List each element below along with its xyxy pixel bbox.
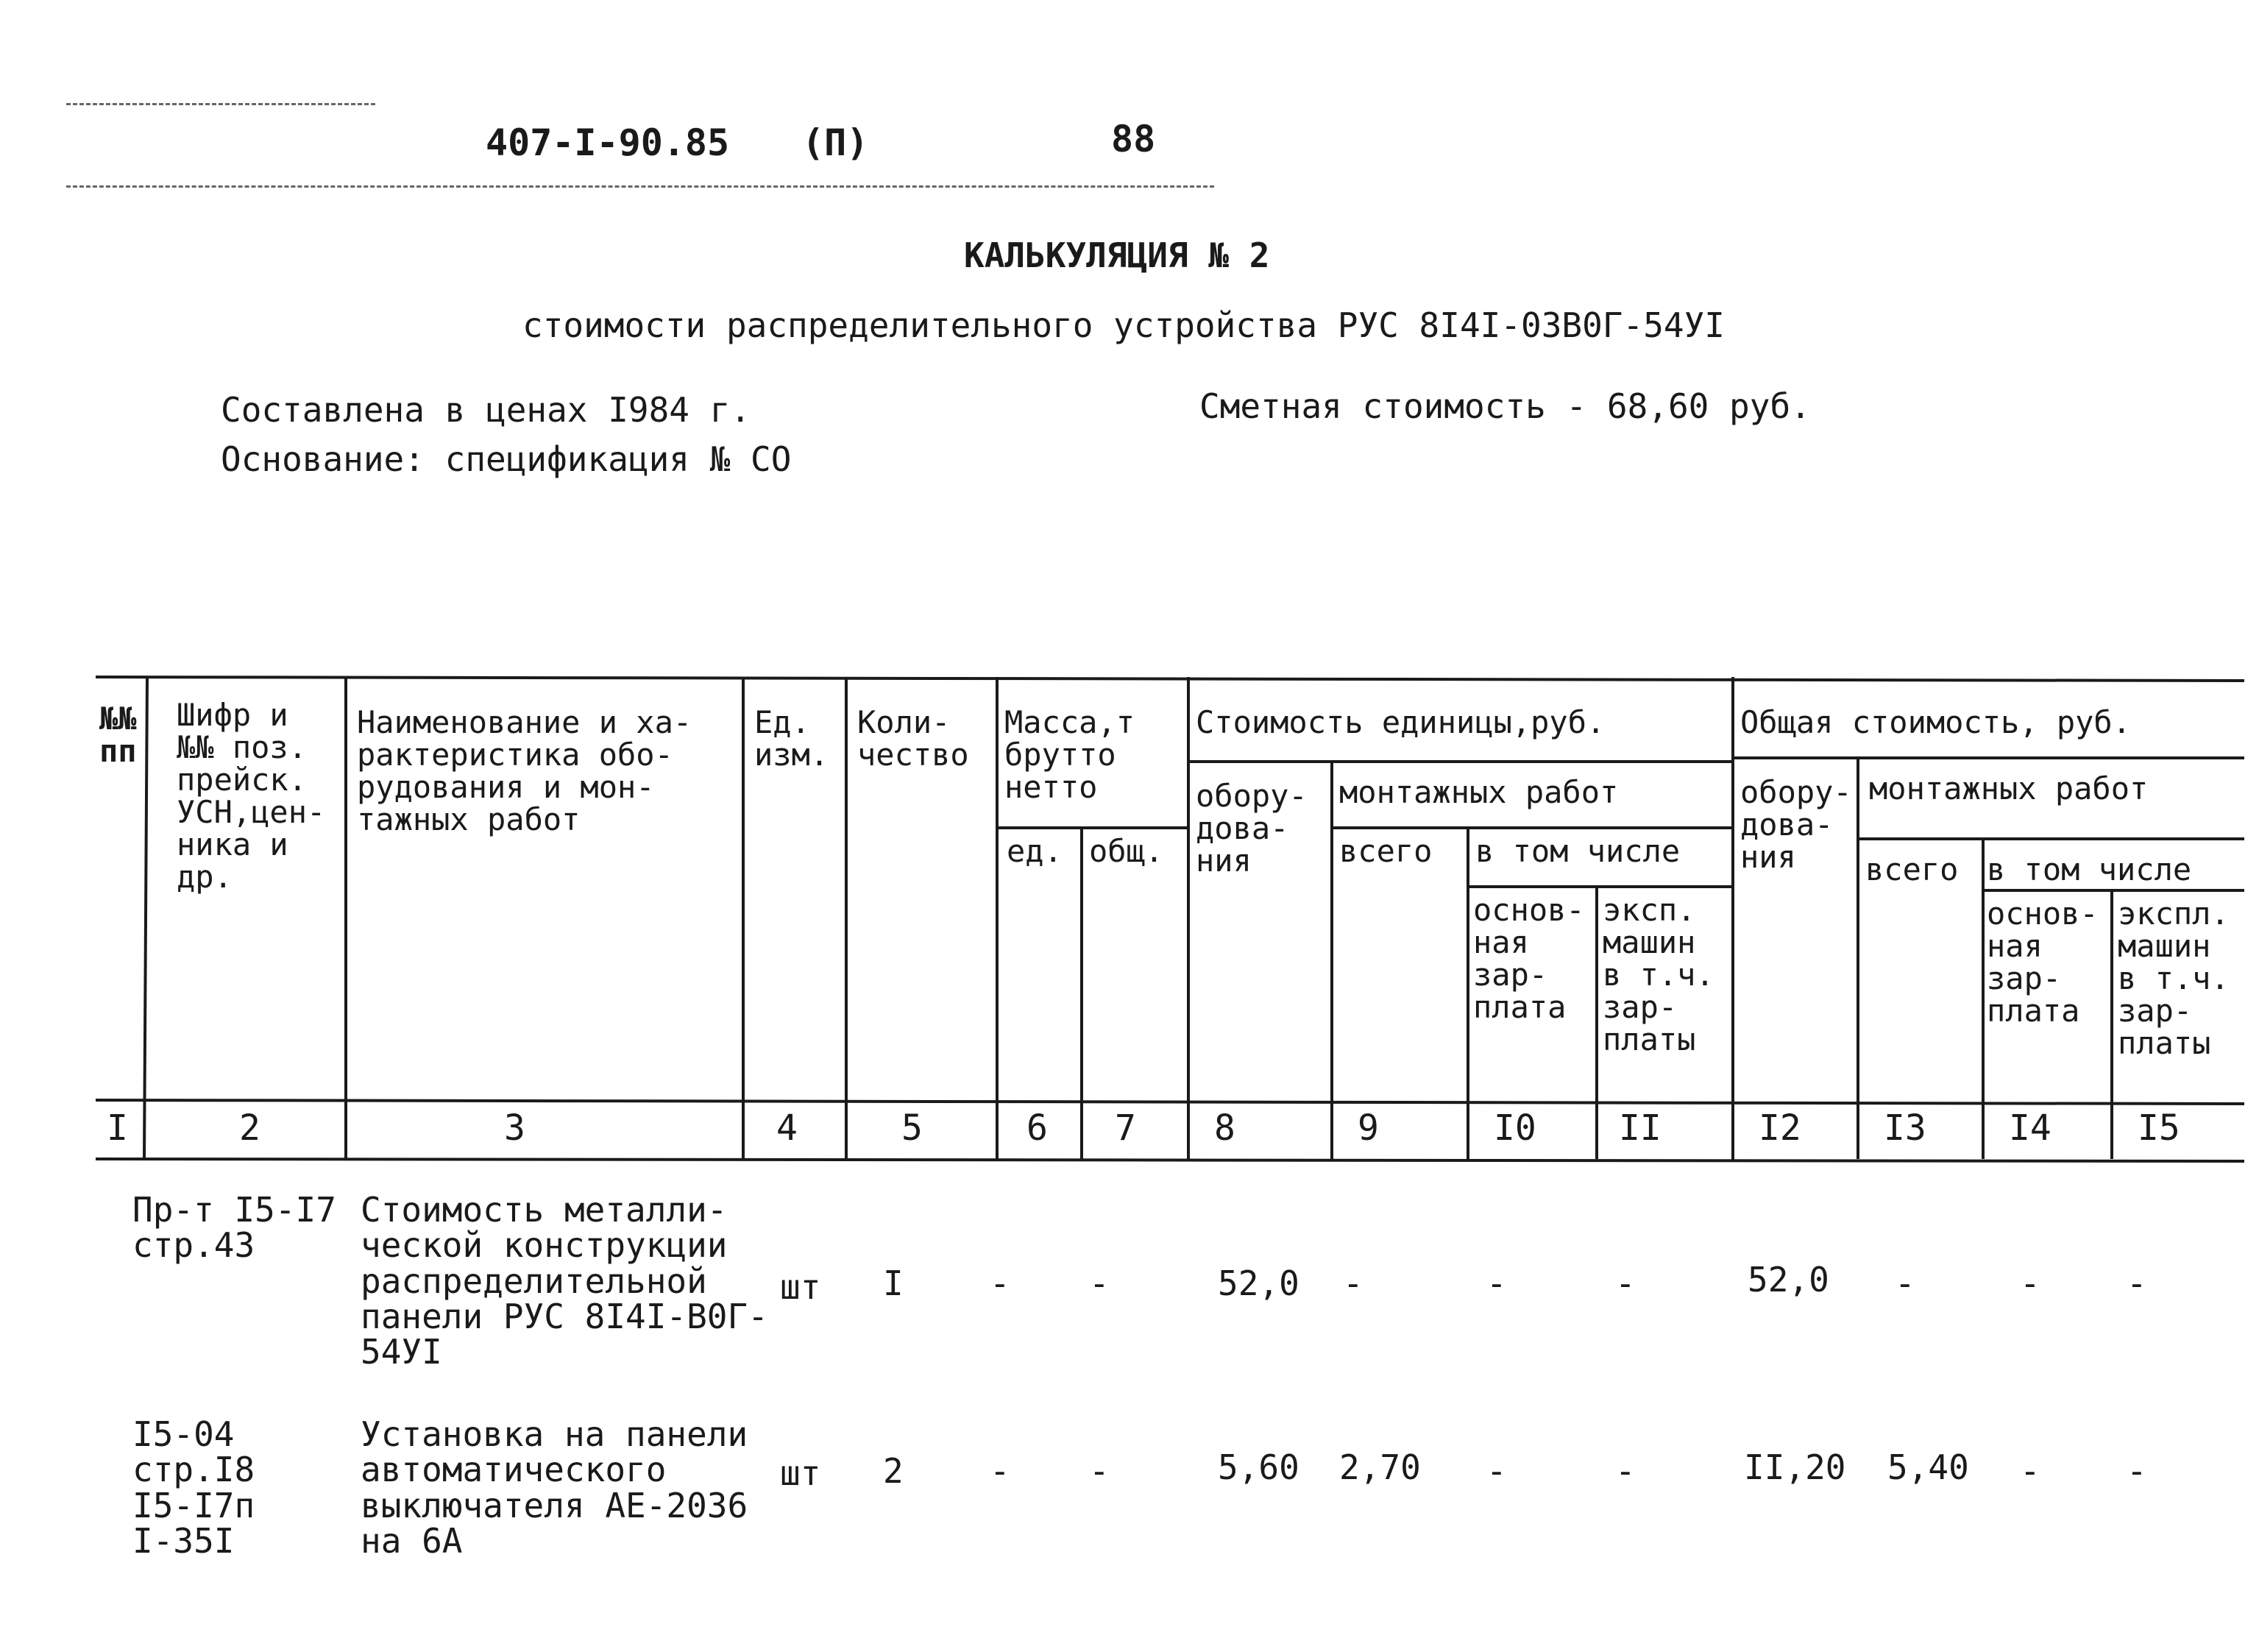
- col-header-install-2: монтажных работ: [1869, 770, 2149, 806]
- row-equip-unit: 52,0: [1218, 1263, 1299, 1303]
- row-wage: -: [1486, 1451, 1507, 1491]
- row-equip-unit: 5,60: [1218, 1447, 1299, 1487]
- row-machines: -: [1615, 1451, 1636, 1491]
- col-header-mass: Масса,т брутто нетто: [1004, 704, 1135, 806]
- row-qty: 2: [883, 1451, 904, 1491]
- row-install-total-2: -: [1895, 1263, 1915, 1303]
- col-number: I: [107, 1107, 128, 1149]
- col-header-including-2: в том числе: [1987, 851, 2192, 887]
- col-number: I2: [1759, 1107, 1801, 1149]
- col-number: I3: [1884, 1107, 1926, 1149]
- col-number: 2: [239, 1107, 260, 1149]
- col-number: I4: [2009, 1107, 2051, 1149]
- prices-note: Составлена в ценах I984 г.: [221, 390, 751, 430]
- col-number: 5: [901, 1107, 923, 1149]
- row-qty: I: [883, 1263, 904, 1303]
- col-header-wage: основ- ная зар- плата: [1473, 892, 1585, 1026]
- col-header-qty: Коли- чество: [857, 704, 969, 773]
- col-header-number: №№ пп: [99, 701, 137, 770]
- row-code: I5-04 стр.I8 I5-I7п I-35I: [132, 1414, 255, 1561]
- col-number: 9: [1358, 1107, 1379, 1149]
- row-wage-2: -: [2020, 1263, 2040, 1303]
- col-header-name: Наименование и ха- рактеристика обо- рудования и мон- тажных работ: [357, 704, 692, 838]
- col-number: I5: [2138, 1107, 2180, 1149]
- row-wage: -: [1486, 1263, 1507, 1303]
- document-subtitle: стоимости распределительного устройства РУС 8I4I-03В0Г-54УI: [522, 305, 1725, 345]
- row-mass-unit: -: [990, 1263, 1010, 1303]
- col-header-machines-2: экспл. машин в т.ч. зар- платы: [2118, 896, 2230, 1062]
- col-header-wage-2: основ- ная зар- плата: [1987, 896, 2099, 1029]
- col-number: 4: [776, 1107, 798, 1149]
- col-header-unit-cost: Стоимость единицы,руб.: [1196, 704, 1606, 740]
- row-machines-2: -: [2127, 1263, 2147, 1303]
- col-header-unit: Ед. изм.: [754, 704, 829, 773]
- col-header-install-total: всего: [1339, 833, 1433, 869]
- row-mass-total: -: [1089, 1451, 1110, 1491]
- col-number: 7: [1115, 1107, 1136, 1149]
- row-mass-total: -: [1089, 1263, 1110, 1303]
- col-number: 6: [1026, 1107, 1048, 1149]
- col-header-total-cost: Общая стоимость, руб.: [1740, 704, 2132, 740]
- col-header-equipment: обору- дова- ния: [1196, 778, 1308, 879]
- basis-note: Основание: спецификация № СО: [221, 439, 792, 479]
- col-header-install: монтажных работ: [1339, 774, 1619, 810]
- row-machines-2: -: [2127, 1451, 2147, 1491]
- col-header-equipment-2: обору- дова- ния: [1740, 774, 1852, 876]
- col-header-including: в том числе: [1475, 833, 1681, 869]
- col-number: 8: [1214, 1107, 1235, 1149]
- col-header-mass-unit: ед.: [1007, 833, 1063, 869]
- col-number: II: [1619, 1107, 1662, 1149]
- col-header-code: Шифр и №№ поз. прейск. УСН,цен- ника и др.: [177, 697, 326, 896]
- row-wage-2: -: [2020, 1451, 2040, 1491]
- row-equip-total: 52,0: [1748, 1260, 1829, 1300]
- doc-code: 407-I-90.85: [486, 121, 730, 164]
- page-number: 88: [1111, 118, 1156, 160]
- col-header-install-total-2: всего: [1865, 851, 1959, 887]
- row-unit: шт: [780, 1267, 821, 1307]
- row-equip-total: II,20: [1744, 1447, 1846, 1487]
- row-name: Стоимость металли- ческой конструкции распределительной панели РУС 8I4I-В0Г- 54УI: [361, 1190, 768, 1372]
- row-install-total: -: [1343, 1263, 1363, 1303]
- row-install-total-2: 5,40: [1887, 1447, 1969, 1487]
- doc-mark: (П): [802, 121, 869, 164]
- row-machines: -: [1615, 1263, 1636, 1303]
- col-header-mass-total: общ.: [1089, 833, 1164, 869]
- document-title: КАЛЬКУЛЯЦИЯ № 2: [964, 235, 1270, 275]
- estimate-cost: Сметная стоимость - 68,60 руб.: [1199, 386, 1811, 426]
- row-mass-unit: -: [990, 1451, 1010, 1491]
- row-name: Установка на панели автоматического выключателя АЕ-2036 на 6А: [361, 1414, 748, 1561]
- col-number: I0: [1494, 1107, 1536, 1149]
- row-install-total: 2,70: [1339, 1447, 1421, 1487]
- col-number: 3: [504, 1107, 525, 1149]
- row-code: Пр-т I5-I7 стр.43: [132, 1190, 336, 1266]
- col-header-machines: эксп. машин в т.ч. зар- платы: [1603, 892, 1714, 1058]
- row-unit: шт: [780, 1453, 821, 1493]
